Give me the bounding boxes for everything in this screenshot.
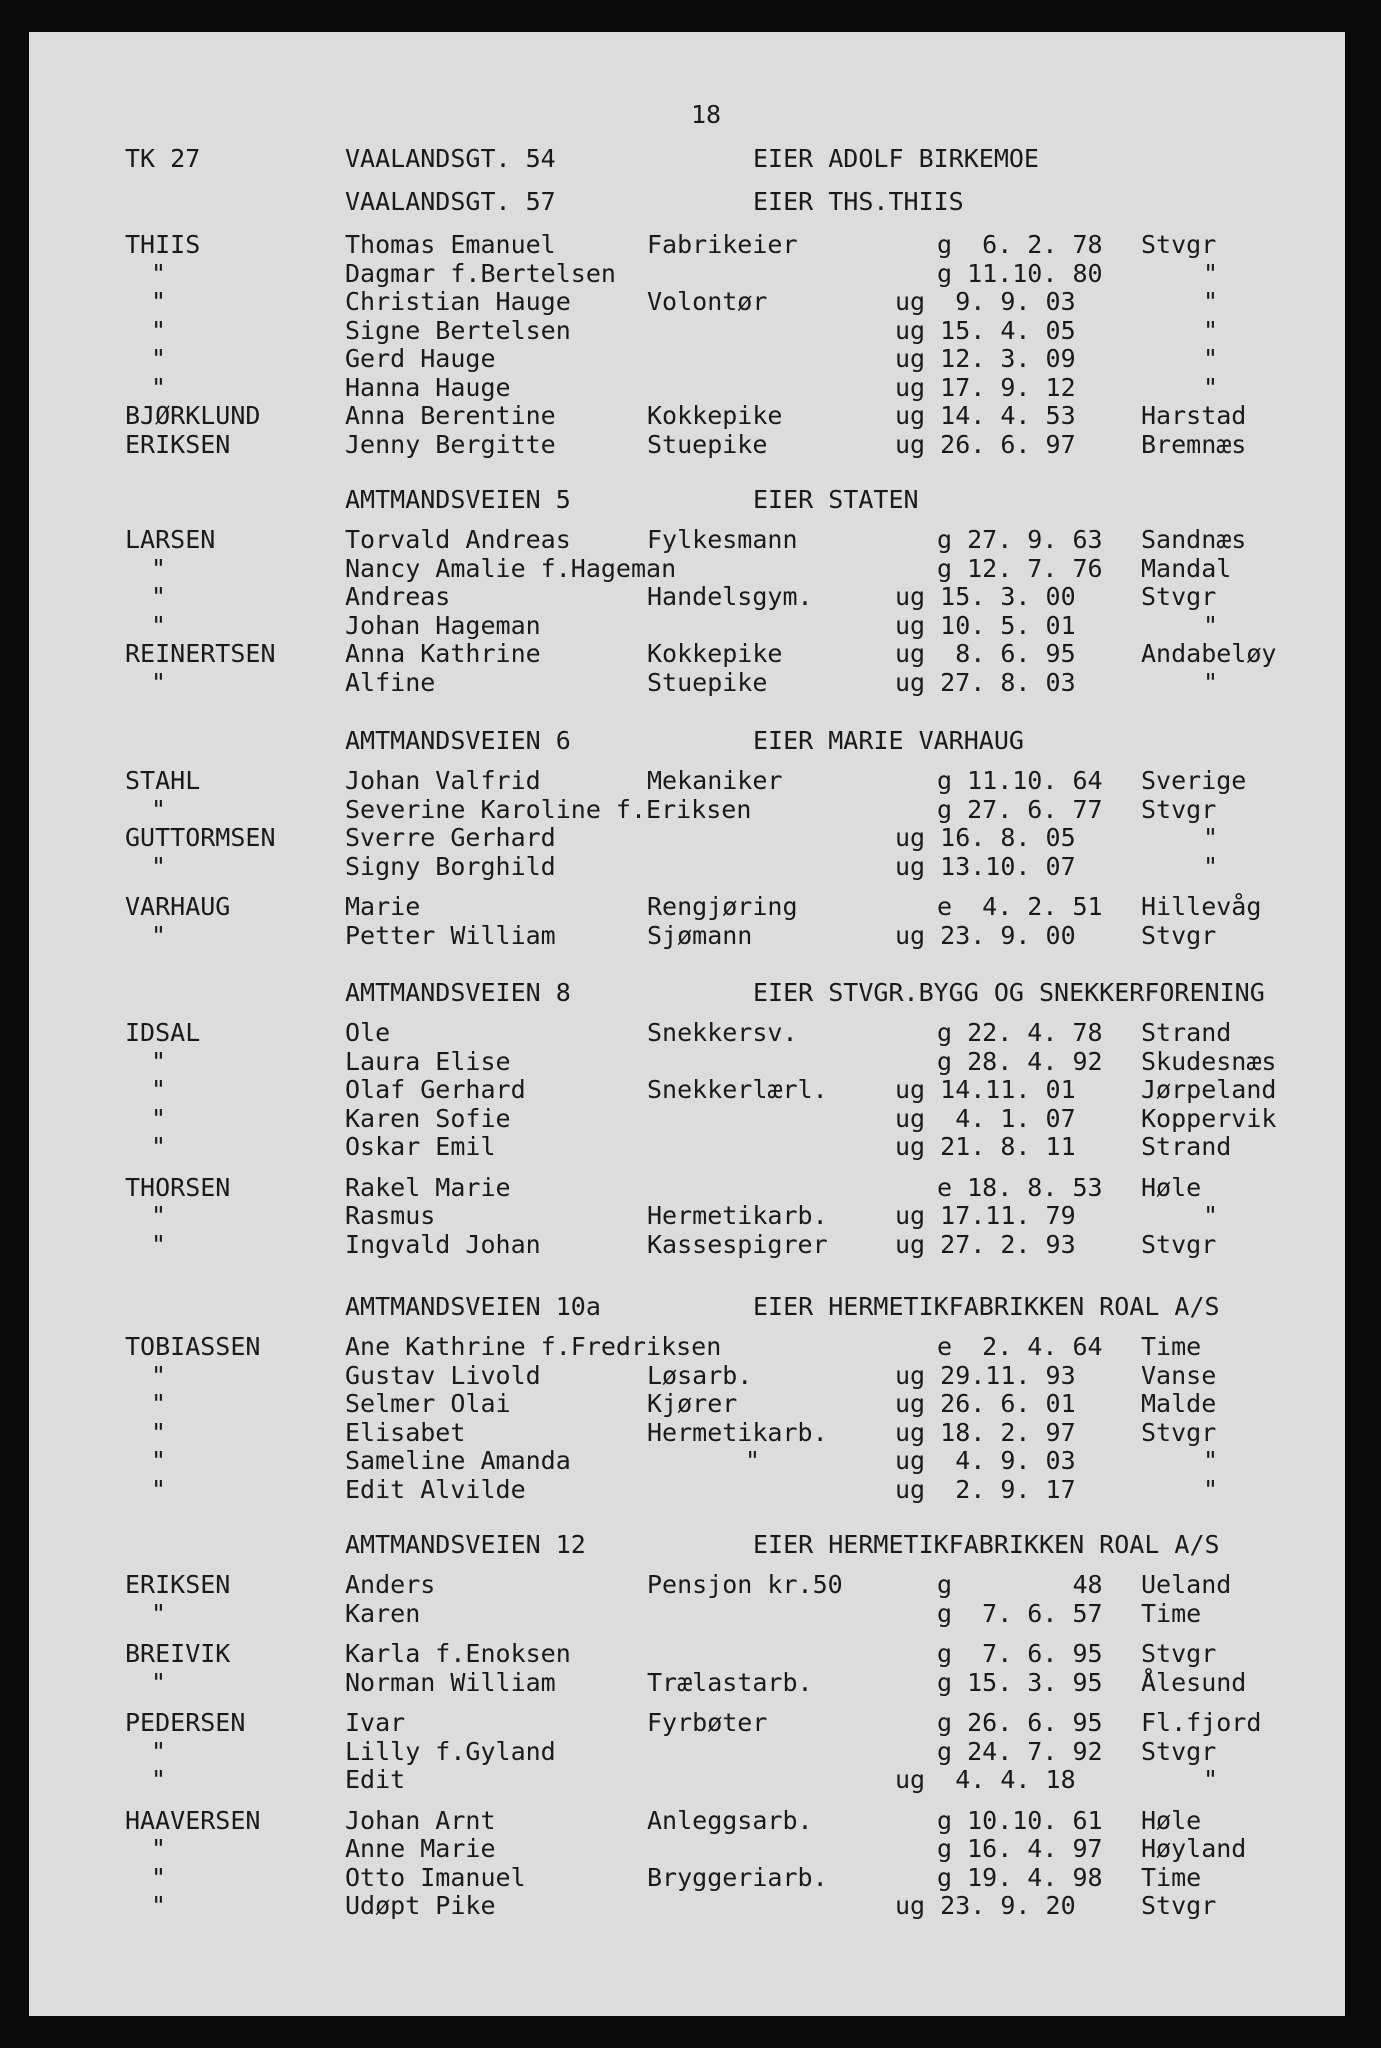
- given-names: Johan Arnt: [345, 1806, 496, 1835]
- status-birthdate: ug 13.10. 07: [895, 852, 1076, 881]
- birthplace: Time: [1141, 1863, 1202, 1892]
- given-names: Christian Hauge: [345, 287, 571, 316]
- status-birthdate: ug 4. 4. 18: [895, 1765, 1076, 1794]
- status-birthdate: ug 8. 6. 95: [895, 639, 1076, 668]
- status-birthdate: g 24. 7. 92: [937, 1737, 1103, 1766]
- status-birthdate: ug 9. 9. 03: [895, 287, 1076, 316]
- status-birthdate: g 12. 7. 76: [937, 554, 1103, 583]
- table-row: [29, 525, 1345, 555]
- birthplace: Stvgr: [1141, 1891, 1217, 1920]
- birthplace: ": [1203, 344, 1219, 373]
- given-names: Selmer Olai: [345, 1389, 511, 1418]
- occupation: Hermetikarb.: [647, 1201, 828, 1230]
- birthplace: Time: [1141, 1599, 1202, 1628]
- status-birthdate: g 11.10. 80: [937, 259, 1103, 288]
- table-row: [29, 554, 1345, 584]
- surname: ": [151, 554, 167, 583]
- occupation: Volontør: [647, 287, 768, 316]
- birthplace: ": [1203, 823, 1219, 852]
- birthplace: Jørpeland: [1141, 1075, 1277, 1104]
- birthplace: Skudesnæs: [1141, 1047, 1277, 1076]
- table-row: [29, 921, 1345, 951]
- birthplace: ": [1203, 316, 1219, 345]
- surname: THIIS: [125, 230, 201, 259]
- occupation: Rengjøring: [647, 892, 798, 921]
- table-row: [29, 1104, 1345, 1134]
- surname: ERIKSEN: [125, 430, 231, 459]
- given-names: Oskar Emil: [345, 1132, 496, 1161]
- status-birthdate: g 11.10. 64: [937, 766, 1103, 795]
- status-birthdate: ug 26. 6. 97: [895, 430, 1076, 459]
- surname: GUTTORMSEN: [125, 823, 276, 852]
- table-row: [29, 1570, 1345, 1600]
- status-birthdate: ug 27. 8. 03: [895, 668, 1076, 697]
- section-address: AMTMANDSVEIEN 12: [345, 1530, 586, 1559]
- surname: ": [151, 1075, 167, 1104]
- birthplace: Vanse: [1141, 1361, 1217, 1390]
- table-row: [29, 1708, 1345, 1738]
- occupation: Trælastarb.: [647, 1668, 813, 1697]
- occupation: Anleggsarb.: [647, 1806, 813, 1835]
- table-row: [29, 373, 1345, 403]
- status-birthdate: g 28. 4. 92: [937, 1047, 1103, 1076]
- status-birthdate: ug 23. 9. 00: [895, 921, 1076, 950]
- birthplace: Ueland: [1141, 1570, 1232, 1599]
- given-names: Johan Hageman: [345, 611, 541, 640]
- surname: VARHAUG: [125, 892, 231, 921]
- status-birthdate: g 16. 4. 97: [937, 1834, 1103, 1863]
- birthplace: ": [1203, 611, 1219, 640]
- birthplace: ": [1203, 287, 1219, 316]
- given-names: Marie: [345, 892, 421, 921]
- table-row: [29, 1018, 1345, 1048]
- status-birthdate: ug 14. 4. 53: [895, 401, 1076, 430]
- surname: ": [151, 1132, 167, 1161]
- status-birthdate: g 7. 6. 57: [937, 1599, 1103, 1628]
- section-owner: EIER HERMETIKFABRIKKEN ROAL A/S: [753, 1530, 1220, 1559]
- page-number: 18: [691, 100, 722, 129]
- section-header: [29, 485, 1345, 515]
- occupation: Hermetikarb.: [647, 1418, 828, 1447]
- birthplace: Stvgr: [1141, 1230, 1217, 1259]
- surname: BREIVIK: [125, 1639, 231, 1668]
- surname: STAHL: [125, 766, 201, 795]
- surname: ERIKSEN: [125, 1570, 231, 1599]
- occupation: Mekaniker: [647, 766, 783, 795]
- birthplace: Stvgr: [1141, 921, 1217, 950]
- birthplace: Sandnæs: [1141, 525, 1247, 554]
- given-names: Ingvald Johan: [345, 1230, 541, 1259]
- status-birthdate: ug 10. 5. 01: [895, 611, 1076, 640]
- birthplace: Hillevåg: [1141, 892, 1262, 921]
- status-birthdate: g 19. 4. 98: [937, 1863, 1103, 1892]
- table-row: [29, 316, 1345, 346]
- given-names: Dagmar f.Bertelsen: [345, 259, 616, 288]
- given-names: Laura Elise: [345, 1047, 511, 1076]
- given-names: Anne Marie: [345, 1834, 496, 1863]
- status-birthdate: g 10.10. 61: [937, 1806, 1103, 1835]
- given-names: Rakel Marie: [345, 1173, 511, 1202]
- section-address: AMTMANDSVEIEN 6: [345, 726, 571, 755]
- given-names: Karla f.Enoksen: [345, 1639, 571, 1668]
- section-address: AMTMANDSVEIEN 8: [345, 978, 571, 1007]
- given-names: Signy Borghild: [345, 852, 556, 881]
- status-birthdate: g 27. 9. 63: [937, 525, 1103, 554]
- table-row: [29, 401, 1345, 431]
- surname: ": [151, 582, 167, 611]
- surname: ": [151, 921, 167, 950]
- surname: ": [151, 344, 167, 373]
- table-row: [29, 344, 1345, 374]
- birthplace: Stvgr: [1141, 1737, 1217, 1766]
- given-names: Rasmus: [345, 1201, 436, 1230]
- table-row: [29, 1047, 1345, 1077]
- surname: ": [151, 1765, 167, 1794]
- surname: HAAVERSEN: [125, 1806, 261, 1835]
- status-birthdate: ug 4. 1. 07: [895, 1104, 1076, 1133]
- given-names: Severine Karoline f.Eriksen: [345, 795, 752, 824]
- table-row: [29, 823, 1345, 853]
- table-row: [29, 1418, 1345, 1448]
- table-row: [29, 611, 1345, 641]
- table-row: [29, 1332, 1345, 1362]
- birthplace: Stvgr: [1141, 582, 1217, 611]
- surname: ": [151, 1047, 167, 1076]
- occupation: Fyrbøter: [647, 1708, 768, 1737]
- birthplace: ": [1203, 668, 1219, 697]
- surname: ": [151, 1201, 167, 1230]
- occupation: Fylkesmann: [647, 525, 798, 554]
- surname: ": [151, 1389, 167, 1418]
- birthplace: Mandal: [1141, 554, 1232, 583]
- occupation: Snekkersv.: [647, 1018, 798, 1047]
- status-birthdate: g 27. 6. 77: [937, 795, 1103, 824]
- status-birthdate: ug 23. 9. 20: [895, 1891, 1076, 1920]
- birthplace: Fl.fjord: [1141, 1708, 1262, 1737]
- section-owner: EIER STATEN: [753, 485, 919, 514]
- birthplace: Andabeløy: [1141, 639, 1277, 668]
- section-header: [29, 1530, 1345, 1560]
- surname: ": [151, 1863, 167, 1892]
- occupation: Kassespigrer: [647, 1230, 828, 1259]
- status-birthdate: e 4. 2. 51: [937, 892, 1103, 921]
- given-names: Udøpt Pike: [345, 1891, 496, 1920]
- occupation: Bryggeriarb.: [647, 1863, 828, 1892]
- surname: ": [151, 287, 167, 316]
- occupation: Løsarb.: [647, 1361, 753, 1390]
- given-names: Gerd Hauge: [345, 344, 496, 373]
- table-row: [29, 1132, 1345, 1162]
- surname: ": [151, 316, 167, 345]
- status-birthdate: ug 4. 9. 03: [895, 1446, 1076, 1475]
- birthplace: Stvgr: [1141, 795, 1217, 824]
- given-names: Ivar: [345, 1708, 406, 1737]
- given-names: Lilly f.Gyland: [345, 1737, 556, 1766]
- table-row: [29, 1173, 1345, 1203]
- occupation: Pensjon kr.50: [647, 1570, 843, 1599]
- birthplace: Strand: [1141, 1132, 1232, 1161]
- birthplace: Time: [1141, 1332, 1202, 1361]
- section-owner: EIER MARIE VARHAUG: [753, 726, 1024, 755]
- table-row: [29, 1639, 1345, 1669]
- surname: ": [151, 1418, 167, 1447]
- occupation: Kokkepike: [647, 401, 783, 430]
- birthplace: ": [1203, 1765, 1219, 1794]
- given-names: Alfine: [345, 668, 436, 697]
- section-owner: EIER STVGR.BYGG OG SNEKKERFORENING: [753, 978, 1265, 1007]
- given-names: Nancy Amalie f.Hageman: [345, 554, 677, 583]
- status-birthdate: ug 17. 9. 12: [895, 373, 1076, 402]
- occupation: Kjører: [647, 1389, 738, 1418]
- section-header: [29, 187, 1345, 217]
- table-row: [29, 1361, 1345, 1391]
- occupation: Handelsgym.: [647, 582, 813, 611]
- surname: PEDERSEN: [125, 1708, 246, 1737]
- status-birthdate: g 15. 3. 95: [937, 1668, 1103, 1697]
- section-owner: EIER HERMETIKFABRIKKEN ROAL A/S: [753, 1292, 1220, 1321]
- table-row: [29, 1389, 1345, 1419]
- surname: ": [151, 668, 167, 697]
- given-names: Anna Berentine: [345, 401, 556, 430]
- status-birthdate: ug 26. 6. 01: [895, 1389, 1076, 1418]
- status-birthdate: e 2. 4. 64: [937, 1332, 1103, 1361]
- surname: ": [151, 1599, 167, 1628]
- section-address: AMTMANDSVEIEN 5: [345, 485, 571, 514]
- table-row: [29, 1765, 1345, 1795]
- birthplace: Høyland: [1141, 1834, 1247, 1863]
- birthplace: Sverige: [1141, 766, 1247, 795]
- table-row: [29, 287, 1345, 317]
- surname: TOBIASSEN: [125, 1332, 261, 1361]
- birthplace: Stvgr: [1141, 1418, 1217, 1447]
- birthplace: Stvgr: [1141, 230, 1217, 259]
- surname: ": [151, 1230, 167, 1259]
- status-birthdate: ug 27. 2. 93: [895, 1230, 1076, 1259]
- birthplace: Malde: [1141, 1389, 1217, 1418]
- section-header: [29, 144, 1345, 174]
- birthplace: Harstad: [1141, 401, 1247, 430]
- birthplace: Høle: [1141, 1806, 1202, 1835]
- status-birthdate: e 18. 8. 53: [937, 1173, 1103, 1202]
- surname: ": [151, 1446, 167, 1475]
- occupation: Fabrikeier: [647, 230, 798, 259]
- given-names: Anna Kathrine: [345, 639, 541, 668]
- surname: ": [151, 795, 167, 824]
- birthplace: ": [1203, 852, 1219, 881]
- table-row: [29, 230, 1345, 260]
- table-row: [29, 430, 1345, 460]
- section-owner: EIER THS.THIIS: [753, 187, 964, 216]
- given-names: Olaf Gerhard: [345, 1075, 526, 1104]
- birthplace: ": [1203, 1201, 1219, 1230]
- section-header: [29, 726, 1345, 756]
- surname: ": [151, 1834, 167, 1863]
- status-birthdate: g 7. 6. 95: [937, 1639, 1103, 1668]
- section-owner: EIER ADOLF BIRKEMOE: [753, 144, 1039, 173]
- table-row: [29, 1891, 1345, 1921]
- table-row: [29, 1475, 1345, 1505]
- status-birthdate: ug 17.11. 79: [895, 1201, 1076, 1230]
- status-birthdate: ug 14.11. 01: [895, 1075, 1076, 1104]
- occupation: Kokkepike: [647, 639, 783, 668]
- status-birthdate: g 48: [937, 1570, 1103, 1599]
- given-names: Norman William: [345, 1668, 556, 1697]
- status-birthdate: ug 29.11. 93: [895, 1361, 1076, 1390]
- given-names: Gustav Livold: [345, 1361, 541, 1390]
- surname: ": [151, 1104, 167, 1133]
- surname: THORSEN: [125, 1173, 231, 1202]
- status-birthdate: ug 15. 3. 00: [895, 582, 1076, 611]
- table-row: [29, 1737, 1345, 1767]
- table-row: [29, 766, 1345, 796]
- surname: ": [151, 1737, 167, 1766]
- table-row: [29, 1599, 1345, 1629]
- birthplace: ": [1203, 373, 1219, 402]
- section-address: VAALANDSGT. 57: [345, 187, 556, 216]
- birthplace: Strand: [1141, 1018, 1232, 1047]
- section-header: [29, 1292, 1345, 1322]
- given-names: Petter William: [345, 921, 556, 950]
- table-row: [29, 259, 1345, 289]
- surname: ": [151, 1891, 167, 1920]
- section-prefix: TK 27: [125, 144, 201, 173]
- status-birthdate: g 6. 2. 78: [937, 230, 1103, 259]
- given-names: Edit: [345, 1765, 406, 1794]
- occupation: ": [745, 1446, 761, 1475]
- status-birthdate: ug 16. 8. 05: [895, 823, 1076, 852]
- occupation: Stuepike: [647, 668, 768, 697]
- occupation: Sjømann: [647, 921, 753, 950]
- birthplace: Ålesund: [1141, 1668, 1247, 1697]
- given-names: Edit Alvilde: [345, 1475, 526, 1504]
- section-address: AMTMANDSVEIEN 10a: [345, 1292, 601, 1321]
- surname: ": [151, 611, 167, 640]
- table-row: [29, 1834, 1345, 1864]
- section-address: VAALANDSGT. 54: [345, 144, 556, 173]
- given-names: Thomas Emanuel: [345, 230, 556, 259]
- document-page: [29, 32, 1345, 2016]
- birthplace: Bremnæs: [1141, 430, 1247, 459]
- table-row: [29, 1863, 1345, 1893]
- surname: ": [151, 1361, 167, 1390]
- given-names: Andreas: [345, 582, 451, 611]
- surname: ": [151, 1475, 167, 1504]
- table-row: [29, 892, 1345, 922]
- given-names: Anders: [345, 1570, 436, 1599]
- surname: REINERTSEN: [125, 639, 276, 668]
- given-names: Torvald Andreas: [345, 525, 571, 554]
- status-birthdate: ug 21. 8. 11: [895, 1132, 1076, 1161]
- given-names: Karen: [345, 1599, 421, 1628]
- status-birthdate: g 26. 6. 95: [937, 1708, 1103, 1737]
- status-birthdate: g 22. 4. 78: [937, 1018, 1103, 1047]
- given-names: Karen Sofie: [345, 1104, 511, 1133]
- table-row: [29, 639, 1345, 669]
- table-row: [29, 1075, 1345, 1105]
- birthplace: Høle: [1141, 1173, 1202, 1202]
- status-birthdate: ug 2. 9. 17: [895, 1475, 1076, 1504]
- given-names: Jenny Bergitte: [345, 430, 556, 459]
- birthplace: Stvgr: [1141, 1639, 1217, 1668]
- given-names: Otto Imanuel: [345, 1863, 526, 1892]
- surname: LARSEN: [125, 525, 216, 554]
- surname: BJØRKLUND: [125, 401, 261, 430]
- status-birthdate: ug 15. 4. 05: [895, 316, 1076, 345]
- surname: ": [151, 373, 167, 402]
- birthplace: Koppervik: [1141, 1104, 1277, 1133]
- table-row: [29, 1230, 1345, 1260]
- table-row: [29, 1668, 1345, 1698]
- given-names: Ane Kathrine f.Fredriksen: [345, 1332, 722, 1361]
- given-names: Elisabet: [345, 1418, 466, 1447]
- table-row: [29, 582, 1345, 612]
- section-header: [29, 978, 1345, 1008]
- given-names: Hanna Hauge: [345, 373, 511, 402]
- birthplace: ": [1203, 1446, 1219, 1475]
- given-names: Sverre Gerhard: [345, 823, 556, 852]
- occupation: Stuepike: [647, 430, 768, 459]
- given-names: Signe Bertelsen: [345, 316, 571, 345]
- surname: ": [151, 852, 167, 881]
- table-row: [29, 668, 1345, 698]
- table-row: [29, 1806, 1345, 1836]
- birthplace: ": [1203, 1475, 1219, 1504]
- occupation: Snekkerlærl.: [647, 1075, 828, 1104]
- table-row: [29, 852, 1345, 882]
- given-names: Sameline Amanda: [345, 1446, 571, 1475]
- surname: ": [151, 1668, 167, 1697]
- status-birthdate: ug 18. 2. 97: [895, 1418, 1076, 1447]
- table-row: [29, 795, 1345, 825]
- surname: IDSAL: [125, 1018, 201, 1047]
- surname: ": [151, 259, 167, 288]
- given-names: Ole: [345, 1018, 391, 1047]
- table-row: [29, 1201, 1345, 1231]
- status-birthdate: ug 12. 3. 09: [895, 344, 1076, 373]
- birthplace: ": [1203, 259, 1219, 288]
- table-row: [29, 1446, 1345, 1476]
- given-names: Johan Valfrid: [345, 766, 541, 795]
